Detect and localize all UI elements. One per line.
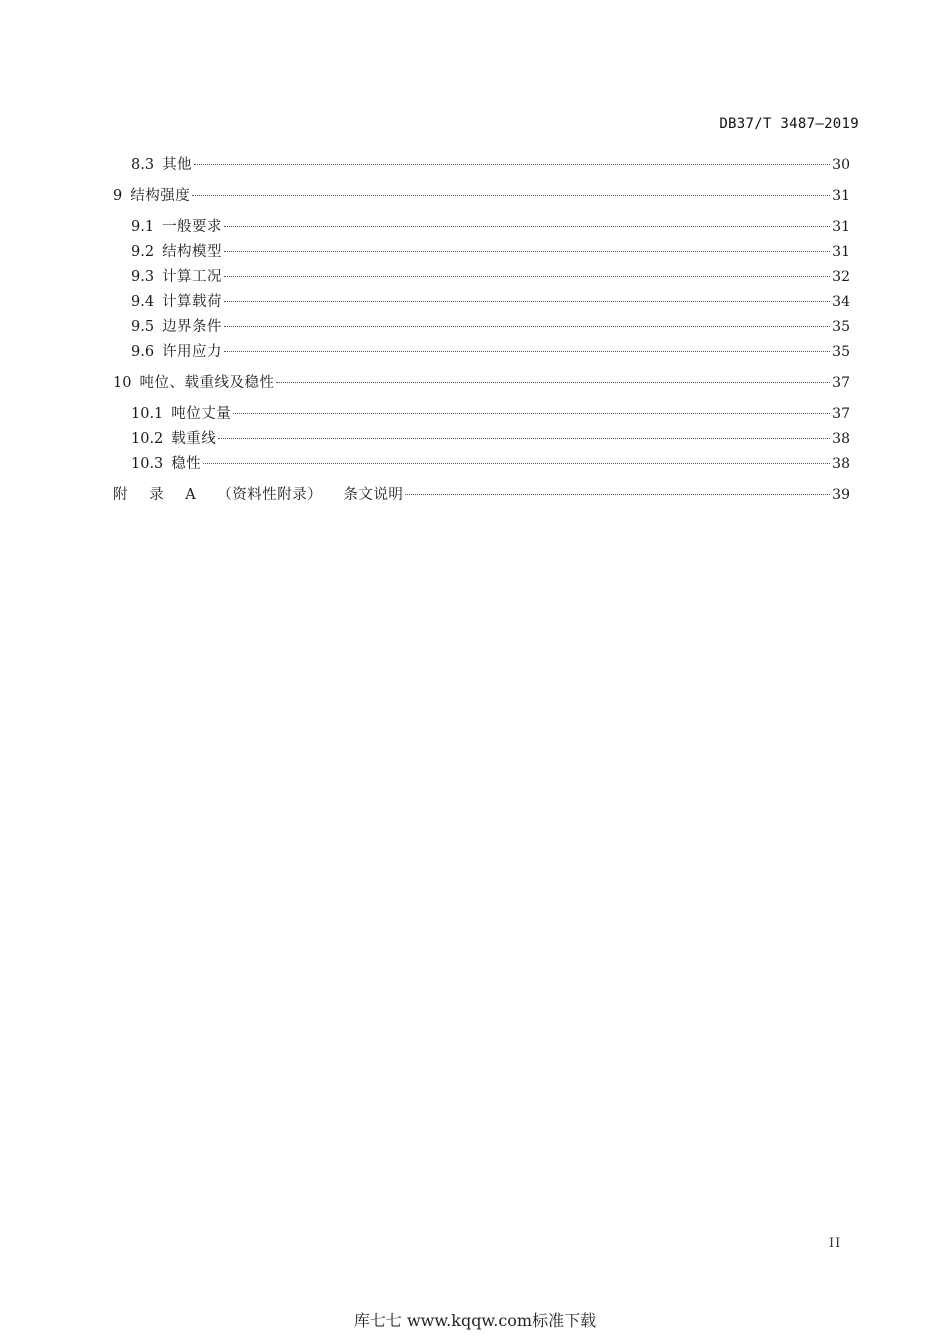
toc-entry-8-3[interactable] (113, 156, 850, 174)
page-number: II (829, 1236, 842, 1251)
toc-label: 计算载荷 (162, 294, 223, 310)
toc-entry-9-3[interactable] (113, 268, 850, 286)
toc-number: 10 (113, 375, 132, 391)
toc-leader-dots (203, 463, 830, 464)
toc-label: 吨位丈量 (171, 406, 232, 422)
toc-number: 9.3 (131, 269, 155, 285)
toc-leader-dots (224, 351, 830, 352)
toc-page-number: 31 (832, 188, 850, 204)
toc-entry-appendix-a[interactable] (113, 486, 850, 504)
toc-entry-9-4[interactable] (113, 293, 850, 311)
toc-entry-10-1[interactable] (113, 405, 850, 423)
toc-label: 吨位、载重线及稳性 (139, 375, 275, 391)
document-code: DB37/T 3487—2019 (719, 116, 859, 132)
toc-leader-dots (224, 326, 830, 327)
toc-number: 9.4 (131, 294, 155, 310)
toc-number: 10.3 (131, 456, 164, 472)
toc-number: 10.2 (131, 431, 164, 447)
toc-page-number: 37 (832, 375, 850, 391)
toc-number: 8.3 (131, 157, 155, 173)
toc-label: 计算工况 (162, 269, 223, 285)
toc-number: 10.1 (131, 406, 164, 422)
toc-page-number: 31 (832, 219, 850, 235)
toc-label: 附 录 A （资料性附录） 条文说明 (113, 487, 404, 503)
toc-entry-10-2[interactable] (113, 430, 850, 448)
toc-leader-dots (218, 438, 830, 439)
toc-leader-dots (224, 276, 830, 277)
toc-page-number: 35 (832, 319, 850, 335)
toc-label: 一般要求 (162, 219, 223, 235)
toc-entry-10-3[interactable] (113, 455, 850, 473)
toc-entry-9-2[interactable] (113, 243, 850, 261)
toc-entry-9-6[interactable] (113, 343, 850, 361)
toc-number: 9.2 (131, 244, 155, 260)
toc-label: 边界条件 (162, 319, 223, 335)
toc-page-number: 30 (832, 157, 850, 173)
toc-leader-dots (194, 164, 830, 165)
toc-entry-9[interactable] (113, 187, 850, 205)
toc-entry-9-1[interactable] (113, 218, 850, 236)
toc-leader-dots (224, 301, 830, 302)
toc-number: 9 (113, 188, 123, 204)
toc-page-number: 32 (832, 269, 850, 285)
toc-number: 9.5 (131, 319, 155, 335)
footer-watermark: 库七七 www.kqqw.com标准下载 (353, 1311, 597, 1330)
toc-leader-dots (192, 195, 830, 196)
toc-leader-dots (405, 494, 830, 495)
toc-leader-dots (224, 226, 830, 227)
toc-number: 9.1 (131, 219, 155, 235)
toc-label: 载重线 (171, 431, 217, 447)
toc-leader-dots (276, 382, 830, 383)
toc-page-number: 37 (832, 406, 850, 422)
toc-entry-10[interactable] (113, 374, 850, 392)
toc-page-number: 38 (832, 456, 850, 472)
toc-page-number: 34 (832, 294, 850, 310)
toc-page-number: 38 (832, 431, 850, 447)
toc-label: 其他 (162, 157, 193, 173)
toc-leader-dots (233, 413, 830, 414)
toc-entry-9-5[interactable] (113, 318, 850, 336)
toc-page-number: 39 (832, 487, 850, 503)
toc-page-number: 35 (832, 344, 850, 360)
toc-number: 9.6 (131, 344, 155, 360)
toc-label: 稳性 (171, 456, 202, 472)
toc-label: 结构强度 (130, 188, 191, 204)
toc-page-number: 31 (832, 244, 850, 260)
toc-leader-dots (224, 251, 830, 252)
toc-label: 结构模型 (162, 244, 223, 260)
toc-label: 许用应力 (162, 344, 223, 360)
